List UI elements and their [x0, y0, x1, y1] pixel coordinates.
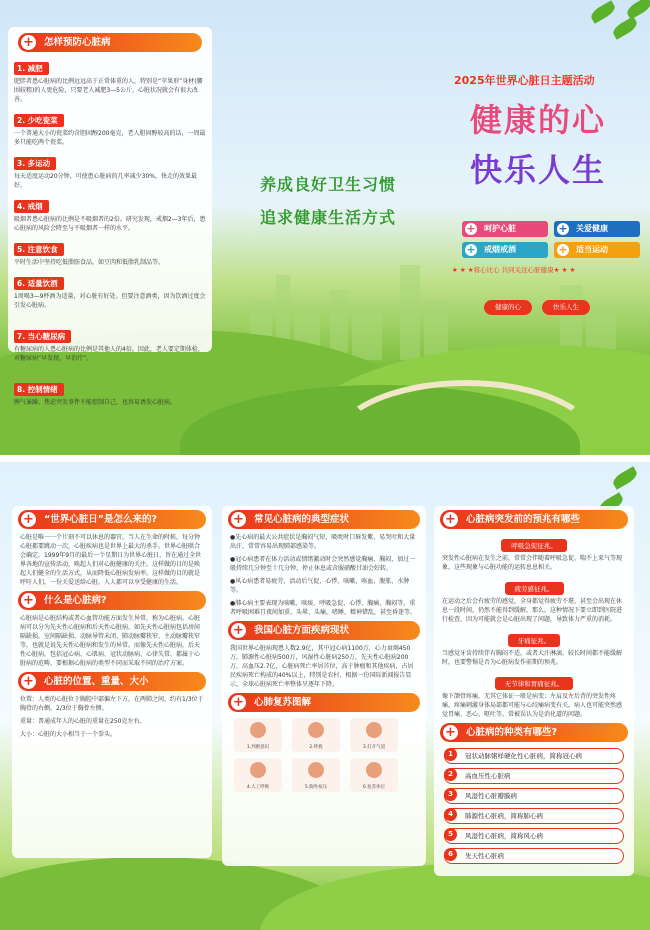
cover-title-1: 健康的心	[470, 101, 607, 139]
symptom-title: 常见心脏病的典型症状	[254, 514, 350, 525]
slogan-line-2: 追求健康生活方式	[259, 208, 396, 227]
cpr-step	[350, 718, 398, 752]
cpr-title: 心肺复苏图解	[254, 697, 312, 708]
symptom-header	[228, 510, 420, 529]
plus-icon: +	[231, 623, 246, 638]
warning-text: 在运动之后会有疲劳的感觉，全身都觉得疲劳不堪，甚至会出现在休息一段时间，仍然不能得到缓解，那么，这种情况下要立即到医院进行检查，因为可能就会是心脏出现了问题，导致体力严重的消耗。	[442, 598, 623, 623]
types-title: 心脏病的种类有哪些?	[466, 727, 558, 738]
type-item	[444, 788, 624, 804]
cpr-step	[234, 758, 282, 792]
cpr-step-label: 1.判断意识	[246, 745, 270, 750]
warning-tag: 疲劳感征兆。	[505, 582, 564, 595]
cpr-step-label: 4.人工呼吸	[246, 785, 270, 790]
warning-list	[434, 533, 634, 719]
what-title: 什么是心脏病?	[44, 595, 107, 606]
pill-healthy-heart: 健康的心	[484, 300, 532, 315]
heart-day-title: “世界心脏日”是怎么来的?	[44, 514, 157, 525]
cpr-step	[350, 758, 398, 792]
city-silhouette	[400, 265, 420, 360]
prevention-header	[18, 33, 202, 52]
prevention-item	[14, 108, 206, 147]
warning-tag: 无节律和胃痛征兆。	[495, 677, 574, 690]
pill-happy-life: 快乐人生	[542, 300, 590, 315]
plus-icon: +	[443, 512, 458, 527]
type-number: 5	[444, 828, 457, 841]
heart-day-header	[18, 510, 206, 529]
type-item	[444, 748, 624, 764]
what-text: 心脏病是心脏结构或者心血管功能方面发生异常，称为心脏病。心脏病可以分为先天性心脏病和后天性心脏病，如先天性心脏病包括房间隔缺损、室间隔缺损、动脉导管未闭、肺动脉瓣狭窄、主动脉瓣狭窄等，也就是说先天性心脏病和发生的异常。而像先天性心脏病，后天性心脏病，包括冠心病、心肌病、冠状动脉病、心律失常，都属于心脏病的范畴，要根据心脏病的类型不同而采取不同的治疗方案。	[20, 615, 201, 667]
person-icon	[308, 762, 324, 778]
plus-icon: +	[558, 243, 568, 256]
prevention-item-label: 8. 控制情绪	[14, 383, 64, 396]
prevention-item-text: 一个普通大小的瓷菜约含胆固醇200毫克，老人胆固醇较高的话，一周最多只能吃两个瓷菜。	[14, 130, 206, 146]
type-number: 6	[444, 848, 457, 861]
badge-quit-smoking	[462, 242, 548, 258]
prevention-item	[14, 324, 206, 363]
plus-icon: +	[231, 512, 246, 527]
cpr-step	[292, 758, 340, 792]
badge-label: 关爱健康	[576, 224, 608, 233]
cpr-step-label: 6.复苏体位	[362, 785, 386, 790]
stars-slogan: ★ ★ ★将心比心 共同关注心脏健康★ ★ ★	[452, 266, 576, 274]
warning-item	[442, 671, 626, 719]
prevention-item-label: 4. 戒烟	[14, 200, 49, 213]
cpr-step	[292, 718, 340, 752]
position-header	[18, 672, 206, 691]
person-icon	[250, 762, 266, 778]
plus-icon: +	[558, 222, 568, 235]
prevention-item-text: 有糖尿病的人患心脏病的比例是其他人的4倍。因此，老人要定期体检，对糖尿病“早发现，早治疗”。	[14, 346, 204, 362]
prevention-item-label: 1. 减肥	[14, 62, 49, 75]
status-title: 我国心脏方面疾病现状	[254, 625, 350, 636]
what-header	[18, 591, 206, 610]
prevention-item-label: 7. 当心糖尿病	[14, 330, 71, 343]
warning-tag: 牙痛征兆。	[508, 634, 561, 647]
origin-panel	[12, 506, 212, 858]
prevention-item-label: 6. 适量饮酒	[14, 277, 64, 290]
symptom-item: ●冠心病患者在体力活动或情绪激动时会突然感觉胸痛、胸闷，加过一般持续几分钟至十几分钟，停止休息或含服硝酸甘油会好转。	[230, 556, 416, 572]
type-item	[444, 768, 624, 784]
badge-label: 适当运动	[576, 245, 608, 254]
warning-title: 心脏病突发前的预兆有哪些	[466, 514, 581, 525]
position-title: 心脏的位置、重量、大小	[44, 676, 149, 687]
plus-icon: +	[231, 695, 246, 710]
plus-icon: +	[21, 512, 36, 527]
position-text-1: 位置：人类的心脏位于胸腔中部偏左下方，在两肺之间，约有1/3位于胸骨的右侧，2/3位于胸骨左侧。	[20, 696, 204, 712]
warning-panel	[434, 506, 634, 876]
type-label: 高血压性心脏病	[465, 772, 511, 780]
prevention-item-text: 肥胖者患心脏病的比例远远高于正常体重的人，特别是“苹果形”身材(腰围较粗)的人更危险，只要老人减肥3—5公斤，心脏状况就会有很大改善。	[14, 78, 203, 103]
types-header	[440, 723, 628, 742]
badge-label: 戒烟戒酒	[484, 245, 516, 254]
prevention-item-label: 3. 多运动	[14, 157, 56, 170]
plus-icon: +	[21, 674, 36, 689]
slogan-line-1: 养成良好卫生习惯	[259, 175, 396, 194]
position-text-2: 重量：普通成年人的心脏的重量在250克左右。	[20, 718, 146, 725]
badge-exercise	[554, 242, 640, 258]
warning-text: 像下颌骨疼痛，无其它体征一般是病变；左肩及左后背的突发性疼痛，疼痛刺激身体局部都可能与心绞痛病变有关，病人也可能突然感觉胃痛、恶心、呕吐等，常被误认为是消化道的问题。	[442, 693, 623, 718]
type-label: 风湿性心脏瓣膜病	[465, 792, 517, 800]
symptom-item: ●先心病的最大公共症状是胸闷气短，吸吮时口唇发紫，易哭吐和大量出汗，常常容易出现肺部感染等。	[230, 534, 416, 550]
prevention-item-text: 吸烟者患心脏病的比例是不吸烟者的2倍。研究发现，戒烟2—3年后，患心脏病的风险会降至与不吸烟者一样的水平。	[14, 216, 206, 232]
status-header	[228, 621, 420, 640]
warning-item	[442, 576, 626, 624]
prevention-item-text: 平时生活中坚持吃低脂肪食品，如豆肉和低脂乳制品等。	[14, 259, 165, 266]
type-number: 2	[444, 768, 457, 781]
cpr-header	[228, 693, 420, 712]
type-item	[444, 848, 624, 864]
front-sheet	[0, 0, 650, 455]
type-number: 1	[444, 748, 457, 761]
plus-icon: +	[443, 725, 458, 740]
slogan	[228, 172, 428, 228]
warning-text: 突发性心脏病在发生之前，常常会伴随着呼吸急促，喘不上来气等现象，这些现象与心脏功能的运转息息相关。	[442, 555, 623, 571]
position-text-3: 大小：心脏的大小相当于一个拳头。	[20, 731, 117, 738]
types-list	[434, 748, 634, 864]
warning-item	[442, 628, 626, 667]
plus-icon: +	[21, 35, 36, 50]
cpr-step-label: 3.打开气道	[362, 745, 386, 750]
symptom-panel	[222, 506, 426, 866]
back-sheet	[0, 462, 650, 930]
type-label: 先天性心脏病	[465, 852, 504, 860]
prevention-panel	[8, 27, 212, 406]
warning-tag: 呼吸急促征兆。	[501, 539, 567, 552]
plus-icon: +	[21, 593, 36, 608]
prevention-item	[14, 151, 206, 190]
prevention-title: 怎样预防心脏病	[44, 37, 111, 48]
prevention-item-text: 每天适度运动20分钟，可使患心脏病的几率减少30%，快走的效果最好。	[14, 173, 197, 189]
prevention-item	[14, 56, 206, 104]
status-text: 我国世界心脏病现患人数2.9亿，其中冠心病1100万，心力衰竭450万，肺源性心脏病500万，风湿性心脏病250万，先天性心脏病200万，高血压2.7亿，心脏病死亡率居首位，高于肿瘤和其他疾病，占居民疾病死亡构成的40%以上，特别是农村，根据一份国际新闻报告显示，全球心脏病死亡率整体呈逐年下降。	[230, 645, 414, 688]
type-number: 3	[444, 788, 457, 801]
person-icon	[250, 722, 266, 738]
cover	[440, 0, 650, 330]
type-item	[444, 828, 624, 844]
person-icon	[366, 762, 382, 778]
warning-header	[440, 510, 628, 529]
symptom-item: ●风心病患者易疲劳、活动后气促，心悸、咳嗽、咯血、腹胀、水肿等。	[230, 578, 410, 594]
cpr-step	[234, 718, 282, 752]
symptom-item: ●肺心病主要表现为咳嗽、咳痰、呼吸急促、心悸、胸痛、胸闷等，重者呼吸困难且夜间加重、头晕、头痛，嗜睡、精神错乱，甚至昏迷等。	[230, 600, 417, 616]
leaf-decoration	[611, 466, 640, 489]
warning-text: 当感觉牙齿持续伴有胸闷不适，或者大汗淋漓，较长时间都不能缓解时，也要警惕是否为心脏病发作前期的预兆。	[442, 650, 623, 666]
badge-care-health	[554, 221, 640, 237]
plus-icon: +	[466, 222, 476, 235]
cover-title-2: 快乐人生	[470, 151, 607, 189]
prevention-list	[8, 56, 212, 407]
badge-protect-heart	[462, 221, 548, 237]
type-label: 肺源性心脏病，简称肺心病	[465, 812, 543, 820]
type-item	[444, 808, 624, 824]
cpr-step-label: 5.胸外按压	[304, 785, 328, 790]
cpr-diagram	[230, 716, 418, 796]
prevention-item-text: 脾气暴躁、焦虑突发事件不能控制自己，也容易诱发心脏病。	[14, 399, 177, 406]
prevention-item-text: 1周喝3—9杯酒为适量，对心脏有好处。但要注意酒类，因为饮酒过度会引发心脏病。	[14, 293, 206, 309]
prevention-item	[14, 194, 206, 233]
prevention-item	[14, 271, 206, 310]
badge-label: 呵护心脏	[484, 224, 516, 233]
type-number: 4	[444, 808, 457, 821]
cpr-step-label: 2.呼救	[309, 745, 323, 750]
prevention-item	[14, 237, 206, 267]
plus-icon: +	[466, 243, 476, 256]
city-silhouette	[352, 310, 382, 360]
event-title: 2025年世界心脏日主题活动	[454, 74, 595, 87]
prevention-item-label: 2. 少吃瓷菜	[14, 114, 64, 127]
prevention-item	[14, 377, 206, 407]
prevention-item-label: 5. 注意饮食	[14, 243, 64, 256]
person-icon	[366, 722, 382, 738]
symptom-list	[222, 533, 426, 617]
type-label: 风湿性心脏病，简称风心病	[465, 832, 543, 840]
type-label: 冠状动脉粥样硬化性心脏病，简称冠心病	[465, 752, 582, 760]
warning-item	[442, 533, 626, 572]
heart-day-text: 心脏是唯一一个片刻不可以休息的器官，当人在生命的时候，每分钟心脏都要跳动一次，心脏疾病也是世界上最大的杀手。世界心脏联合会确定，1999年9月的最后一个星期日为世界心脏日，旨在通过全世界各地的宣传活动，唤起人们对心脏健康的关注。这样做的目的是唤起人们健全的生活方式，从而降低心脏病发病率。这样做的目的就是呼吁人们，一份关爱送给心脏，人人都可以享受健康的生活。	[20, 534, 202, 586]
person-icon	[308, 722, 324, 738]
